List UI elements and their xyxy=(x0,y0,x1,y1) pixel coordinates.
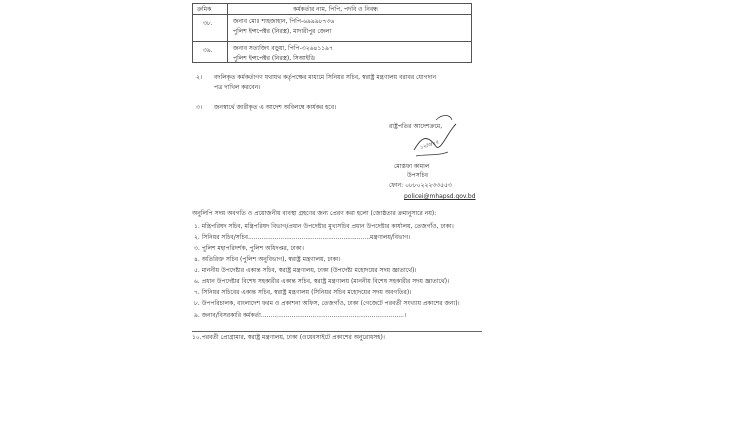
document-page xyxy=(184,0,496,346)
table-column-divider xyxy=(227,4,228,62)
paragraph-text: পত্র দাখিল করবেন। xyxy=(214,84,261,91)
distribution-item: ৭. সিনিয়র সচিবের একান্ত সচিব, স্বরাষ্ট্র মন্ত্রণালয় (সিনিয়র সচিব মহোদয়ের সদয় অবগতির)। xyxy=(194,289,412,296)
table-row-serial: ৩৮. xyxy=(203,20,213,27)
signatory-designation: উপসচিব xyxy=(407,172,429,179)
signature-scribble xyxy=(406,110,466,165)
paragraph-text: জনস্বার্থে জারীকৃত এ আদেশ অবিলম্বে কার্যকর হবে। xyxy=(214,104,337,111)
distribution-item: ৮. উপপরিচালক, বাংলাদেশ ফরম ও প্রকাশনা অফিস, তেজগাঁও, ঢাকা (গেজেটে পরবর্তী সংখ্যায় প্রকাশের জন্য)। xyxy=(194,300,460,307)
distribution-item: ৩. পুলিশ মহাপরিদর্শক, পুলিশ অধিদপ্তর, ঢাকা। xyxy=(194,245,304,252)
divider-line xyxy=(192,331,482,332)
officer-table xyxy=(192,3,472,63)
distribution-item: ৪. অতিরিক্ত সচিব (পুলিশ অনুবিভাগ), স্বরাষ্ট্র মন্ত্রণালয়, ঢাকা। xyxy=(194,256,341,263)
table-row-designation: পুলিশ ইন্সপেক্টর (নিরস্ত্র), মাদারীপুর জেলা xyxy=(233,28,332,35)
distribution-heading: অনুলিপি সদয় অবগতি ও প্রয়োজনীয় ব্যবস্থা গ্রহণের জন্য প্রেরণ করা হলো (জ্যেষ্ঠতার ক্রমানুসারে নয়): xyxy=(192,210,437,217)
distribution-item: ৫. মাননীয় উপদেষ্টার একান্ত সচিব, স্বরাষ্ট্র মন্ত্রণালয়, ঢাকা (উপদেষ্টা মহোদয়ের সদয় জ্ঞাতার্থে)। xyxy=(194,267,417,274)
table-divider xyxy=(193,14,471,15)
distribution-item: ৬. প্রধান উপদেষ্টার বিশেষ সহকারীর একান্ত সচিব, স্বরাষ্ট্র মন্ত্রণালয় (মাননীয় বিশেষ সহকারীর সদয় জ্ঞাতার্থে)। xyxy=(194,278,450,285)
table-row-designation: পুলিশ ইন্সপেক্টর (নিরস্ত্র), সিআইডি xyxy=(233,55,316,62)
table-divider xyxy=(193,41,471,42)
table-header-serial: ক্রমিক xyxy=(197,6,212,13)
paragraph-number: ৩। xyxy=(196,104,203,111)
signatory-email: policei@mhapsd.gov.bd xyxy=(404,193,476,200)
distribution-item: ১০.পরবর্তী প্রোগ্রামার, স্বরাষ্ট্র মন্ত্রণালয়, ঢাকা (ওয়েবসাইটে প্রকাশের অনুরোধসহ)। xyxy=(192,334,385,341)
paragraph-text: বদলিকৃত কর্মকর্তাগণ যথাযথ কর্তৃপক্ষের মাধ্যমে সিনিয়র সচিব, স্বরাষ্ট্র মন্ত্রণালয় বরাবর যোগদান xyxy=(214,74,437,81)
signatory-name: মোস্তফা কামাল xyxy=(394,163,430,170)
distribution-item: ৯. জনাব/বিসরকারি কর্মকর্তা...........................................................................। xyxy=(194,312,407,319)
distribution-item: ১. মন্ত্রিপরিষদ সচিব, মন্ত্রিপরিষদ বিভাগ/প্রধান উপদেষ্টার মুখ্যসচিব প্রধান উপদেষ্টার কার্যালয়, তেজগাঁও, ঢাকা। xyxy=(194,223,454,230)
signature-date: ১২/৩/২৫ xyxy=(419,139,440,151)
signatory-phone: ফোন: ০৮৮০২২২৩৩৫৫৩ xyxy=(389,182,452,189)
table-header-officer: কর্মকর্তার নাম, পিপি, পদবি ও নিবন্ধ xyxy=(293,6,378,13)
table-row-name: জনাব মোঃ শাহজাহান, পিপি-৬৯৯৯৮৭৩৬ xyxy=(233,18,335,25)
order-line: রাষ্ট্রপতির আদেশক্রমে, xyxy=(389,123,443,130)
paragraph-number: ২। xyxy=(196,74,203,81)
distribution-item: ২. সিনিয়র সচিব/সচিব................................................................মন্ত্রণালয়/বিভাগ। xyxy=(194,234,411,241)
table-row-name: জনাব সত্যজিৎ বড়ুয়া, পিপি-৩২৬৪১১৯৭ xyxy=(233,45,333,52)
table-row-serial: ৩৯. xyxy=(203,47,213,54)
